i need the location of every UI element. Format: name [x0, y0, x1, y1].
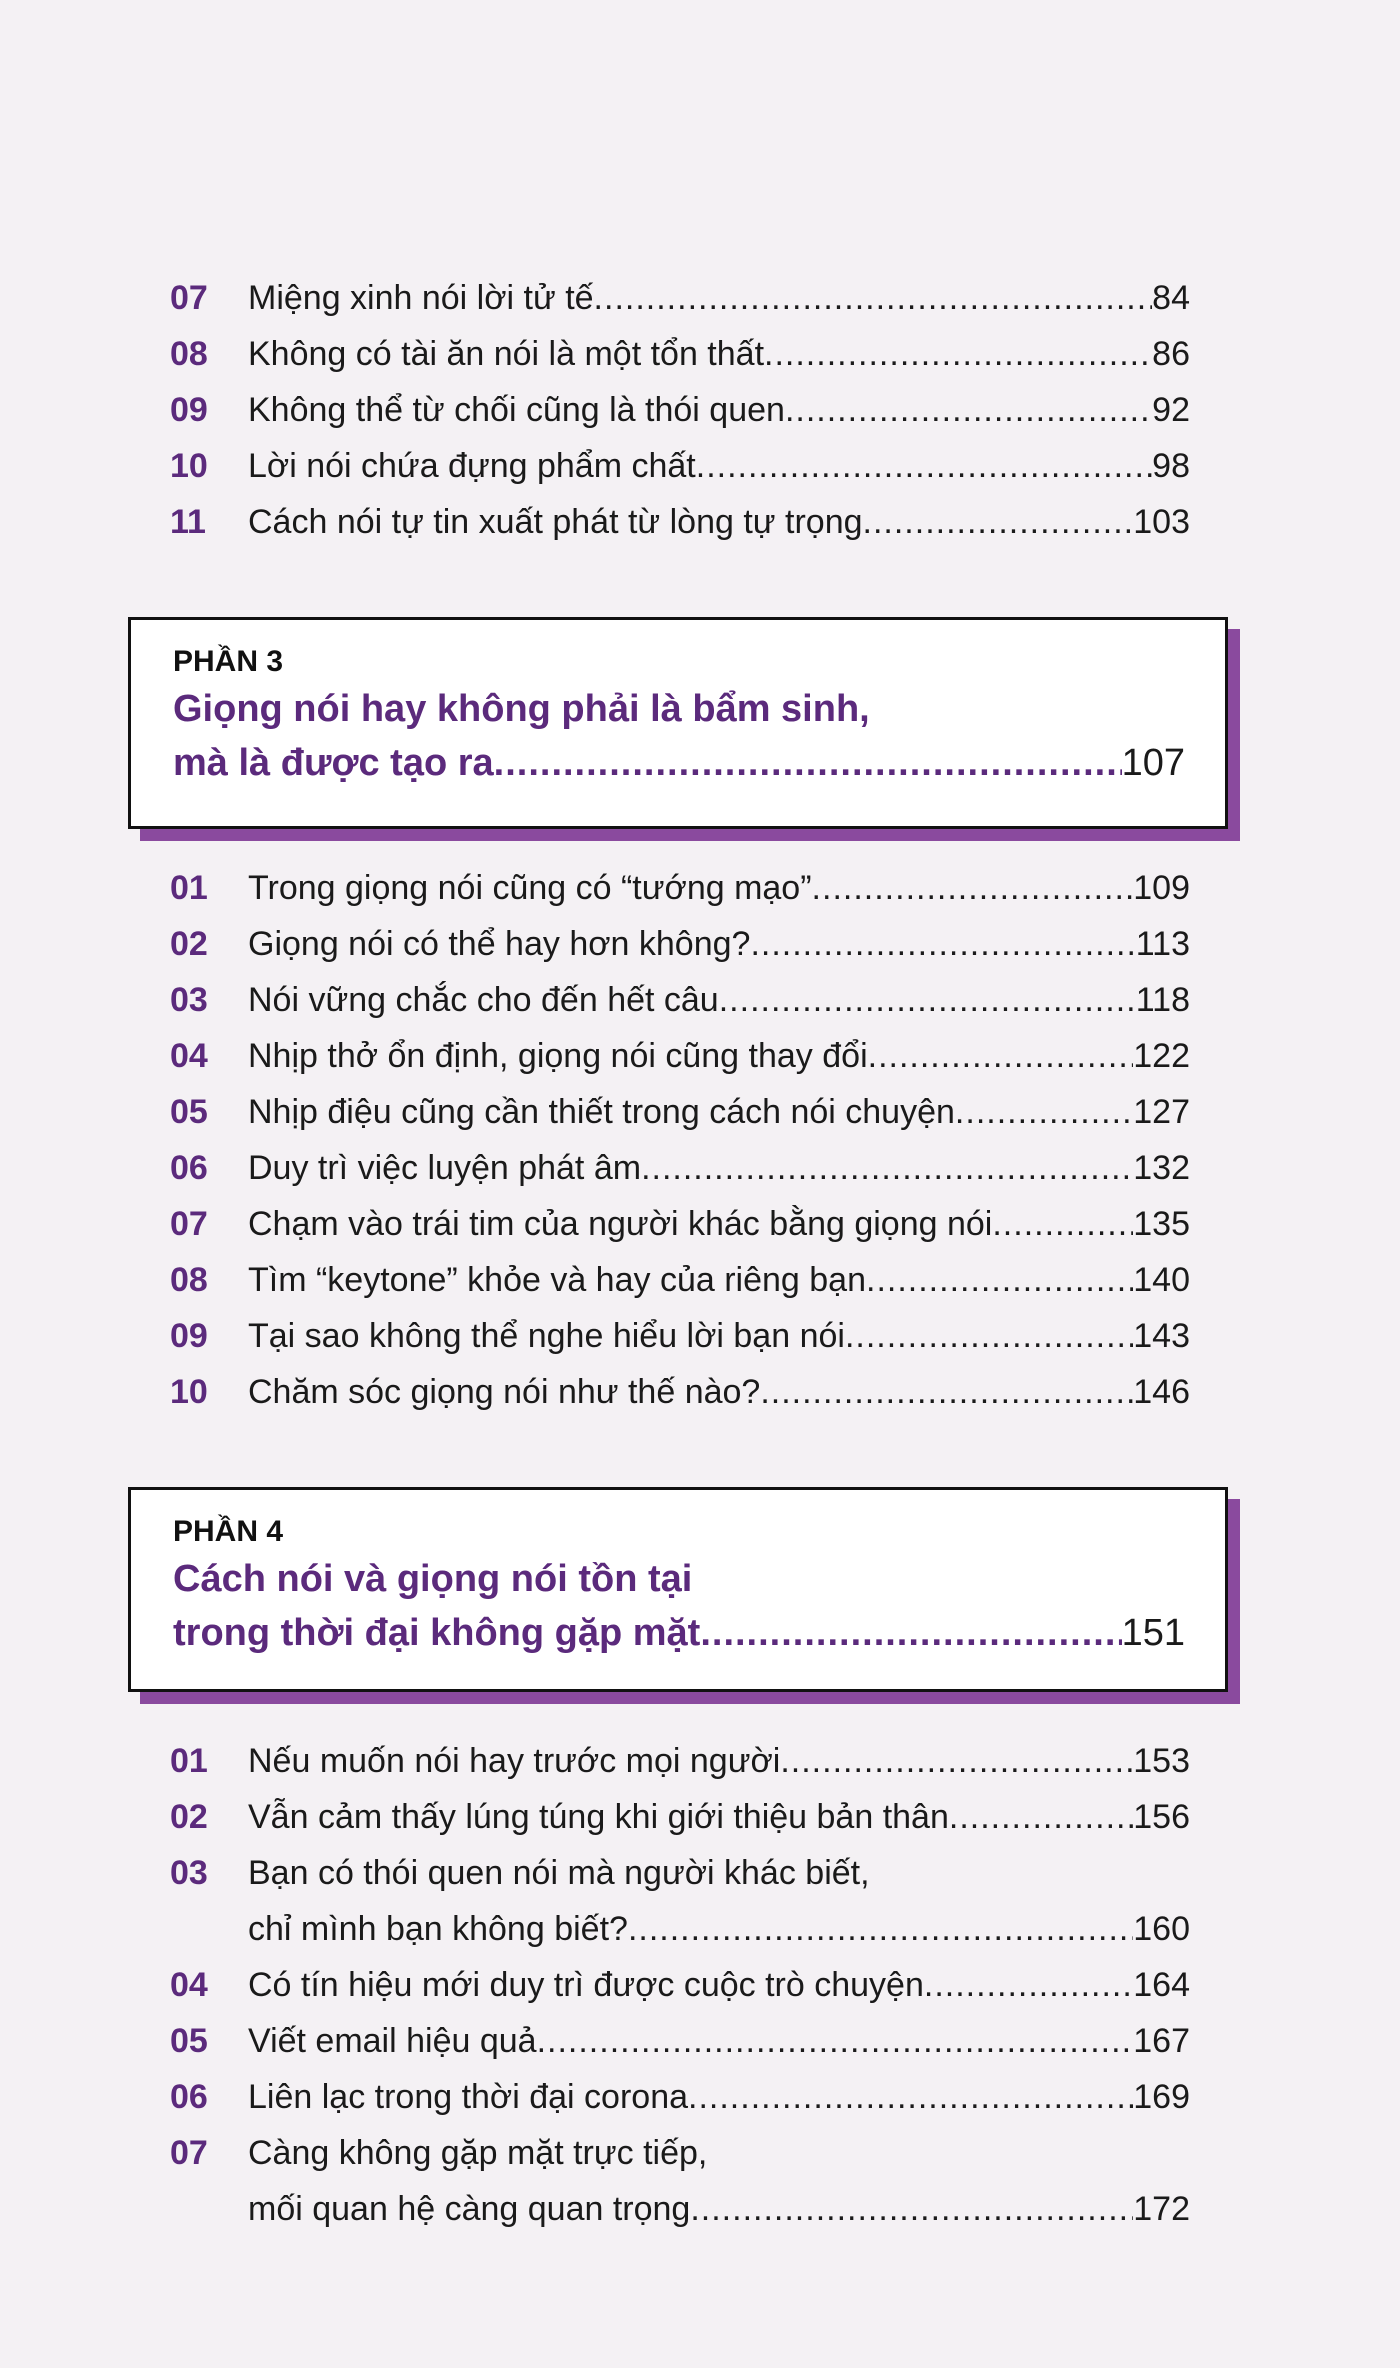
- entry-title: Giọng nói có thể hay hơn không?: [248, 925, 751, 963]
- entry-number: 09: [170, 391, 208, 429]
- entry-page: 103: [1133, 503, 1190, 541]
- leader-dots: [641, 1140, 1133, 1196]
- toc-entry: [170, 1789, 1190, 1845]
- entry-title: Nhịp thở ổn định, giọng nói cũng thay đổi: [248, 1037, 868, 1075]
- leader-dots: [785, 382, 1152, 438]
- leader-dots: [690, 2181, 1133, 2237]
- entry-page: 118: [1135, 981, 1190, 1019]
- toc-entry: [170, 270, 1190, 326]
- entry-title: Không có tài ăn nói là một tổn thất: [248, 335, 765, 373]
- entry-number: 08: [170, 335, 208, 373]
- leader-dots: [537, 2013, 1134, 2069]
- leader-dots: [628, 1901, 1133, 1957]
- part4-header-box: [128, 1487, 1228, 1692]
- entry-number: 08: [170, 1261, 208, 1299]
- entry-number: 07: [170, 279, 208, 317]
- entry-number: 03: [170, 981, 208, 1019]
- entry-title: Miệng xinh nói lời tử tế: [248, 279, 594, 317]
- entry-title: Nhịp điệu cũng cần thiết trong cách nói chuyện: [248, 1093, 955, 1131]
- entry-number: 06: [170, 1149, 208, 1187]
- toc-part4-list: [170, 1733, 1190, 2237]
- leader-dots: [949, 1789, 1133, 1845]
- part3-title-line2-row: [173, 736, 1185, 790]
- entry-page: 167: [1133, 2022, 1190, 2060]
- entry-number: 10: [170, 1373, 208, 1411]
- leader-dots: [863, 494, 1134, 550]
- toc-part2-list: [170, 270, 1190, 550]
- entry-number: 05: [170, 1093, 208, 1131]
- entry-title: chỉ mình bạn không biết?: [248, 1910, 628, 1948]
- entry-number: 04: [170, 1966, 208, 2004]
- entry-page: 143: [1133, 1317, 1190, 1355]
- leader-dots: [700, 1606, 1121, 1660]
- part4-title-line2-row: [173, 1606, 1185, 1660]
- toc-entry: [170, 2013, 1190, 2069]
- entry-page: 122: [1133, 1037, 1190, 1075]
- entry-title: Tại sao không thể nghe hiểu lời bạn nói: [248, 1317, 845, 1355]
- entry-title: Lời nói chứa đựng phẩm chất: [248, 447, 696, 485]
- leader-dots: [696, 438, 1152, 494]
- toc-entry: [170, 1140, 1190, 1196]
- entry-number: 04: [170, 1037, 208, 1075]
- entry-page: 127: [1133, 1093, 1190, 1131]
- entry-number: 09: [170, 1317, 208, 1355]
- entry-number: 02: [170, 925, 208, 963]
- leader-dots: [812, 860, 1134, 916]
- leader-dots: [866, 1252, 1133, 1308]
- entry-title: Có tín hiệu mới duy trì được cuộc trò chuyện: [248, 1966, 924, 2004]
- toc-entry: [170, 1957, 1190, 2013]
- leader-dots: [688, 2069, 1133, 2125]
- entry-page: 109: [1133, 869, 1190, 907]
- leader-dots: [494, 736, 1122, 790]
- part4-page: 151: [1121, 1612, 1185, 1654]
- toc-entry: [170, 438, 1190, 494]
- entry-page: 98: [1152, 447, 1190, 485]
- entry-title: Vẫn cảm thấy lúng túng khi giới thiệu bản thân: [248, 1798, 949, 1836]
- entry-number: 02: [170, 1798, 208, 1836]
- entry-page: 135: [1133, 1205, 1190, 1243]
- leader-dots: [955, 1084, 1133, 1140]
- entry-title: Càng không gặp mặt trực tiếp,: [248, 2134, 708, 2172]
- leader-dots: [992, 1196, 1133, 1252]
- part3-label: PHẦN 3: [173, 645, 284, 678]
- entry-number: 07: [170, 1205, 208, 1243]
- toc-entry: [170, 1364, 1190, 1420]
- toc-entry: [170, 1252, 1190, 1308]
- entry-page: 160: [1133, 1910, 1190, 1948]
- toc-entry: [170, 382, 1190, 438]
- entry-title: Chăm sóc giọng nói như thế nào?: [248, 1373, 761, 1411]
- entry-number: 03: [170, 1854, 208, 1892]
- entry-title: mối quan hệ càng quan trọng: [248, 2190, 691, 2228]
- leader-dots: [719, 972, 1136, 1028]
- entry-page: 113: [1135, 925, 1190, 963]
- part4-title-line2: trong thời đại không gặp mặt: [173, 1612, 701, 1654]
- leader-dots: [845, 1308, 1133, 1364]
- leader-dots: [868, 1028, 1134, 1084]
- entry-page: 140: [1133, 1261, 1190, 1299]
- entry-page: 84: [1152, 279, 1190, 317]
- entry-page: 132: [1133, 1149, 1190, 1187]
- toc-entry: [170, 860, 1190, 916]
- entry-number: 06: [170, 2078, 208, 2116]
- entry-page: 164: [1133, 1966, 1190, 2004]
- entry-title: Không thể từ chối cũng là thói quen: [248, 391, 785, 429]
- part4-label: PHẦN 4: [173, 1515, 284, 1548]
- toc-entry: [170, 916, 1190, 972]
- part4-title-line1: Cách nói và giọng nói tồn tại: [173, 1558, 693, 1600]
- toc-entry: [170, 1196, 1190, 1252]
- entry-page: 146: [1133, 1373, 1190, 1411]
- entry-number: 11: [170, 503, 206, 541]
- leader-dots: [594, 270, 1153, 326]
- entry-page: 92: [1152, 391, 1190, 429]
- entry-page: 172: [1133, 2190, 1190, 2228]
- toc-entry: [170, 326, 1190, 382]
- entry-page: 169: [1133, 2078, 1190, 2116]
- part3-title-line1: Giọng nói hay không phải là bẩm sinh,: [173, 688, 870, 730]
- entry-title: Chạm vào trái tim của người khác bằng giọng nói: [248, 1205, 993, 1243]
- entry-title: Nếu muốn nói hay trước mọi người: [248, 1742, 781, 1780]
- toc-entry: [170, 972, 1190, 1028]
- entry-title: Tìm “keytone” khỏe và hay của riêng bạn: [248, 1261, 866, 1299]
- part3-page: 107: [1121, 742, 1185, 784]
- entry-page: 86: [1152, 335, 1190, 373]
- entry-title: Bạn có thói quen nói mà người khác biết,: [248, 1854, 870, 1892]
- entry-title: Trong giọng nói cũng có “tướng mạo”: [248, 869, 812, 907]
- entry-number: 05: [170, 2022, 208, 2060]
- entry-title: Nói vững chắc cho đến hết câu: [248, 981, 719, 1019]
- entry-page: 156: [1133, 1798, 1190, 1836]
- entry-number: 07: [170, 2134, 208, 2172]
- leader-dots: [764, 326, 1152, 382]
- leader-dots: [780, 1733, 1133, 1789]
- toc-entry: [170, 1733, 1190, 1789]
- leader-dots: [924, 1957, 1133, 2013]
- entry-title: Liên lạc trong thời đại corona: [248, 2078, 689, 2116]
- toc-entry: [170, 2069, 1190, 2125]
- part3-title-line2: mà là được tạo ra: [173, 742, 494, 784]
- leader-dots: [750, 916, 1135, 972]
- entry-number: 01: [170, 1742, 208, 1780]
- toc-part3-list: [170, 860, 1190, 1420]
- entry-title: Duy trì việc luyện phát âm: [248, 1149, 642, 1187]
- toc-entry: [170, 1028, 1190, 1084]
- toc-entry: [170, 494, 1190, 550]
- entry-page: 153: [1133, 1742, 1190, 1780]
- toc-entry: [170, 1084, 1190, 1140]
- toc-entry: [170, 1308, 1190, 1364]
- entry-title: Viết email hiệu quả: [248, 2022, 537, 2060]
- toc-entry: [170, 1845, 1190, 1957]
- entry-number: 10: [170, 447, 208, 485]
- part3-header-box: [128, 617, 1228, 829]
- entry-title: Cách nói tự tin xuất phát từ lòng tự trọng: [248, 503, 863, 541]
- entry-number: 01: [170, 869, 208, 907]
- toc-entry: [170, 2125, 1190, 2237]
- leader-dots: [760, 1364, 1133, 1420]
